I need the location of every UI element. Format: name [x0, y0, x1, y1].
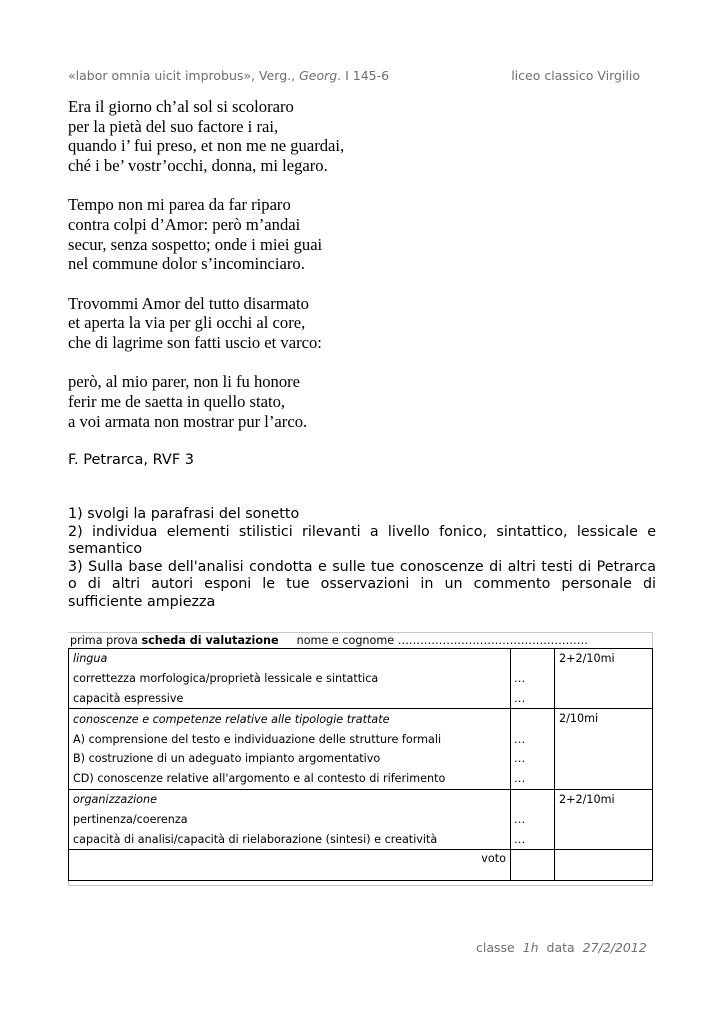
- grading-section-title: lingua: [69, 649, 511, 669]
- poem-line: Tempo non mi parea da far riparo: [68, 195, 291, 215]
- grading-item-label: B) costruzione di un adeguato impianto argomentativo: [69, 749, 511, 769]
- stanza: [68, 372, 344, 431]
- grading-item-points[interactable]: …: [511, 729, 555, 749]
- classe-value: 1h: [522, 940, 539, 955]
- grading-item-label: CD) conoscenze relative all'argomento e al contesto di riferimento: [69, 769, 511, 789]
- poem-line: et aperta la via per gli occhi al core,: [68, 313, 306, 333]
- poem-line: ferir me de saetta in quello stato,: [68, 391, 286, 411]
- poem-line: nel commune dolor s’incominciaro.: [68, 254, 305, 274]
- citation-work: Georg: [299, 68, 338, 83]
- voto-points[interactable]: [511, 849, 555, 880]
- poem-line: quando i’ fui preso, et non me ne guardai,: [68, 136, 345, 156]
- grading-dots-cell: [511, 709, 555, 729]
- stanza: [68, 195, 344, 274]
- grading-item-label: correttezza morfologica/proprietà lessicale e sintattica: [69, 669, 511, 689]
- date-value: 27/2/2012: [582, 940, 647, 955]
- grading-section-row: [69, 709, 653, 729]
- poem-line: Trovommi Amor del tutto disarmato: [68, 293, 309, 313]
- grading-item-label: pertinenza/coerenza: [69, 809, 511, 829]
- grading-dots-cell: [511, 789, 555, 809]
- grading-score: 2+2/10mi: [555, 649, 653, 709]
- grading-sheet: [68, 632, 653, 886]
- poem-line: per la pietà del suo factore i rai,: [68, 116, 279, 136]
- stanza: [68, 294, 344, 353]
- grading-item-points[interactable]: …: [511, 809, 555, 829]
- grading-title: prima prova scheda di valutazione nome e cognome ……………………………………………: [68, 632, 653, 648]
- voto-total[interactable]: [555, 849, 653, 880]
- page-footer: classe 1h data 27/2/2012: [476, 940, 647, 955]
- grading-title-bold: scheda di valutazione: [141, 634, 279, 647]
- poem-line: Era il giorno ch’al sol si scoloraro: [68, 97, 294, 116]
- grading-section-row: [69, 789, 653, 809]
- poem-line: che di lagrime son fatti uscio et varco:: [68, 333, 322, 353]
- citation: «labor omnia uicit improbus», Verg., Georg. I 145-6: [68, 68, 390, 83]
- grading-item-points[interactable]: …: [511, 829, 555, 849]
- grading-table: [68, 648, 653, 881]
- name-field[interactable]: nome e cognome ……………………………………………: [296, 634, 588, 647]
- grading-voto-row: [69, 849, 653, 880]
- grading-item-label: capacità di analisi/capacità di rielaborazione (sintesi) e creatività: [69, 829, 511, 849]
- page-header: [68, 68, 640, 83]
- grading-section-row: [69, 649, 653, 669]
- task-list: [68, 506, 656, 612]
- grading-item-points[interactable]: …: [511, 749, 555, 769]
- school-name: liceo classico Virgilio: [511, 68, 640, 83]
- poem-line: ché i be’ vostr’occhi, donna, mi legaro.: [68, 156, 328, 176]
- grading-item-points[interactable]: …: [511, 689, 555, 709]
- poem-line: contra colpi d’Amor: però m’andai: [68, 215, 301, 235]
- grading-item-points[interactable]: …: [511, 769, 555, 789]
- task-item: 2) individua elementi stilistici rilevanti a livello fonico, sintattico, lessicale e semantico: [68, 523, 656, 558]
- grading-dots-cell: [511, 649, 555, 669]
- task-item: 3) Sulla base dell'analisi condotta e sulle tue conoscenze di altri testi di Petrarca o di altri autori esponi le tue osservazioni in un commento personale di sufficiente ampiezza: [68, 558, 656, 610]
- poem-line: secur, senza sospetto; onde i miei guai: [68, 234, 323, 254]
- sonnet: [68, 97, 344, 451]
- grading-score: 2/10mi: [555, 709, 653, 789]
- poem-line: però, al mio parer, non li fu honore: [68, 372, 301, 392]
- grading-item-label: capacità espressive: [69, 689, 511, 709]
- grading-section-title: organizzazione: [69, 789, 511, 809]
- grading-bottom-border: [68, 881, 653, 886]
- voto-label: voto: [69, 849, 511, 880]
- grading-score: 2+2/10mi: [555, 789, 653, 849]
- poem-line: a voi armata non mostrar pur l’arco.: [68, 411, 308, 431]
- grading-item-points[interactable]: …: [511, 669, 555, 689]
- stanza: [68, 97, 344, 176]
- task-item: 1) svolgi la parafrasi del sonetto: [68, 506, 300, 522]
- grading-section-title: conoscenze e competenze relative alle tipologie trattate: [69, 709, 511, 729]
- poem-author: F. Petrarca, RVF 3: [68, 452, 195, 468]
- grading-item-label: A) comprensione del testo e individuazione delle strutture formali: [69, 729, 511, 749]
